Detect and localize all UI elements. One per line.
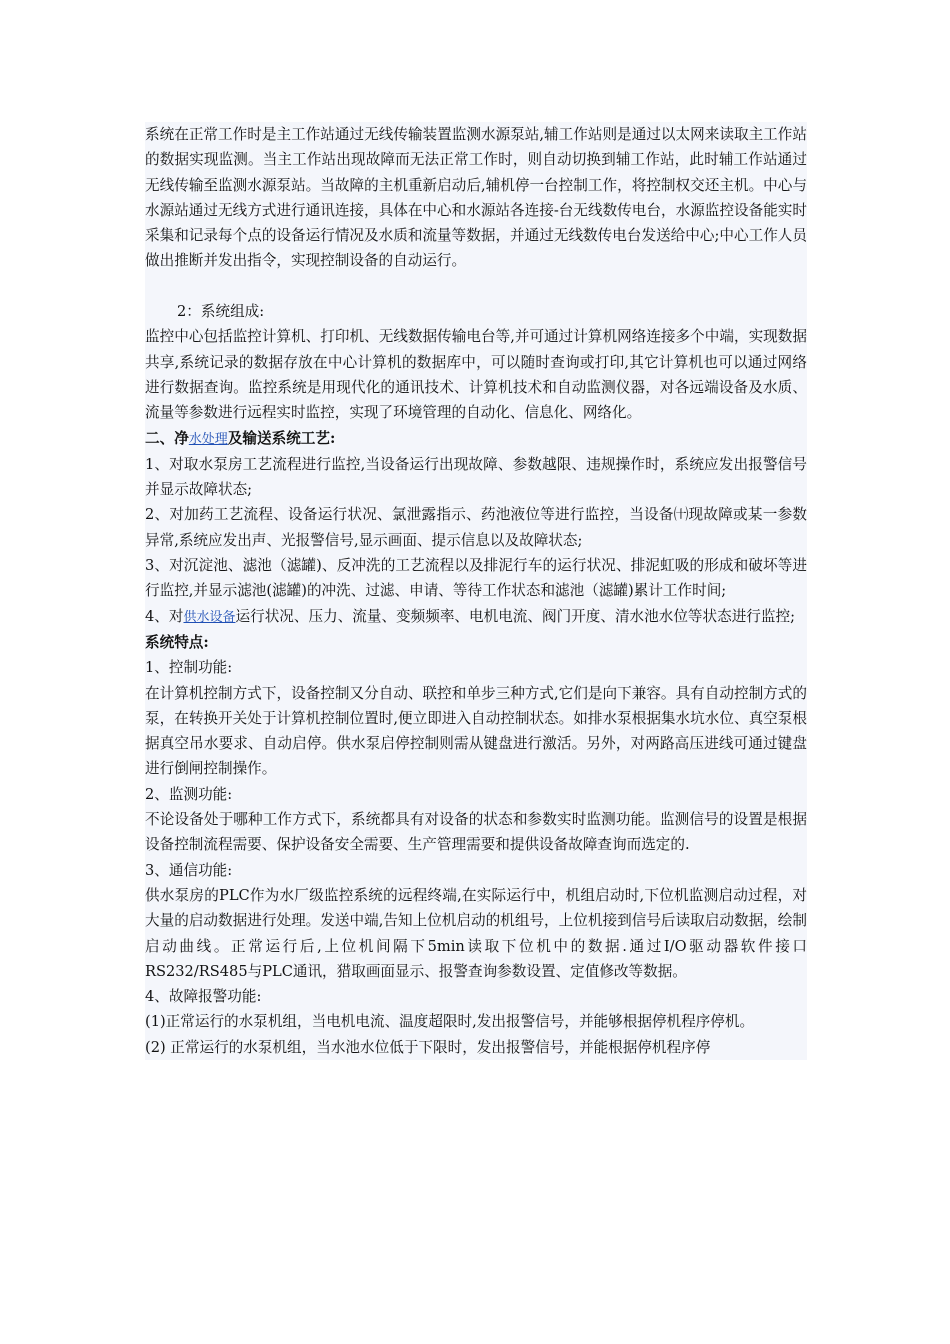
section2-item-4 [145, 604, 807, 630]
composition-label: 2：系统组成: [177, 303, 265, 321]
comm-paragraph: 供水泵房的PLC作为水厂级监控系统的远程终端,在实际运行中，机组启动时,下位机监测启动过程，对大量的启动数据进行处理。发送中端,告知上位机启动的机组号，上位机接到信号后读取启动数据，绘制启动曲线。正常运行后,上位机间隔下5min读取下位机中的数据.通过I/O驱动器软件接口RS232/RS485与PLC通讯，猎取画面显示、报警查询参数设置、定值修改等数据。 [145, 886, 807, 980]
section2-item-3: 3、对沉淀池、滤池（滤罐)、反冲洗的工艺流程以及排泥行车的运行状况、排泥虹吸的形成和破坏等进行监控,并显示滤池(滤罐)的冲洗、过滤、申请、等待工作状态和滤池（滤罐)累计工作时间; [145, 557, 807, 600]
document-body [145, 122, 807, 1060]
monitor-paragraph: 不论设备处于哪种工作方式下，系统都具有对设备的状态和参数实时监测功能。监测信号的设置是根据设备控制流程需要、保护设备安全需要、生产管理需要和提供设备故障查询而选定的. [145, 811, 807, 854]
alarm-item-1: (1)正常运行的水泵机组，当电机电流、温度超限时,发出报警信号，并能够根据停机程序停机。 [145, 1013, 755, 1031]
alarm-item-2: (2) 正常运行的水泵机组，当水池水位低于下限时，发出报警信号，并能根据停机程序停 [145, 1038, 711, 1056]
water-treatment-link[interactable]: 水处理 [188, 431, 228, 447]
blank-line [145, 274, 807, 299]
intro-paragraph: 系统在正常工作时是主工作站通过无线传输装置监测水源泵站,辅工作站则是通过以太网来读取主工作站的数据实现监测。当主工作站出现故障而无法正常工作时，则自动切换到辅工作站，此时辅工作站通过无线传输至监测水源泵站。当故障的主机重新启动后,辅机停一台控制工作，将控制权交还主机。中心与水源站通过无线方式进行通讯连接，具体在中心和水源站各连接-台无线数传电台，水源监控设备能实时采集和记录每个点的设备运行情况及水质和流量等数据，并通过无线数传电台发送给中心;中心工作人员做出推断并发出指令，实现控制设备的自动运行。 [145, 126, 807, 270]
composition-paragraph: 监控中心包括监控计算机、打印机、无线数据传输电台等,并可通过计算机网络连接多个中端，实现数据共享,系统记录的数据存放在中心计算机的数据库中，可以随时查询或打印,其它计算机也可以通过网络进行数据查询。监控系统是用现代化的通讯技术、计算机技术和自动监测仪器，对各远端设备及水质、流量等参数进行远程实时监控，实现了环境管理的自动化、信息化、网络化。 [145, 328, 807, 422]
comm-label: 3、通信功能: [145, 861, 233, 879]
monitor-label: 2、监测功能: [145, 785, 233, 803]
water-supply-equipment-link[interactable]: 供水设备 [183, 609, 236, 625]
section2-heading-suffix: 及输送系统工艺: [227, 429, 336, 447]
section2-item-1: 1、对取水泵房工艺流程进行监控,当设备运行出现故障、参数越限、违规操作时，系统应发出报警信号并显示故障状态; [145, 455, 807, 499]
alarm-label: 4、故障报警功能: [145, 988, 262, 1006]
control-paragraph: 在计算机控制方式下，设备控制又分自动、联控和单步三种方式,它们是向下兼容。具有自动控制方式的泵，在转换开关处于计算机控制位置时,便立即进入自动控制状态。如排水泵根据集水坑水位、真空泵根据真空吊水要求、自动启停。供水泵启停控制则需从键盘进行激活。另外，对两路高压进线可通过键盘进行倒闸控制操作。 [145, 684, 807, 778]
section2-heading [145, 426, 807, 452]
section2-item-4-suffix: 运行状况、压力、流量、变频频率、电机电流、阀门开度、清水池水位等状态进行监控; [235, 607, 795, 625]
control-label: 1、控制功能: [145, 659, 233, 677]
section2-item-4-prefix: 4、对 [145, 607, 184, 625]
features-heading: 系统特点: [145, 633, 209, 651]
section2-item-2: 2、对加药工艺流程、设备运行状况、氯泄露指示、药池液位等进行监控，当设备㈩现故障或某一参数异常,系统应发出声、光报警信号,显示画面、提示信息以及故障状态; [145, 506, 807, 549]
section2-heading-prefix: 二、净 [145, 429, 189, 447]
